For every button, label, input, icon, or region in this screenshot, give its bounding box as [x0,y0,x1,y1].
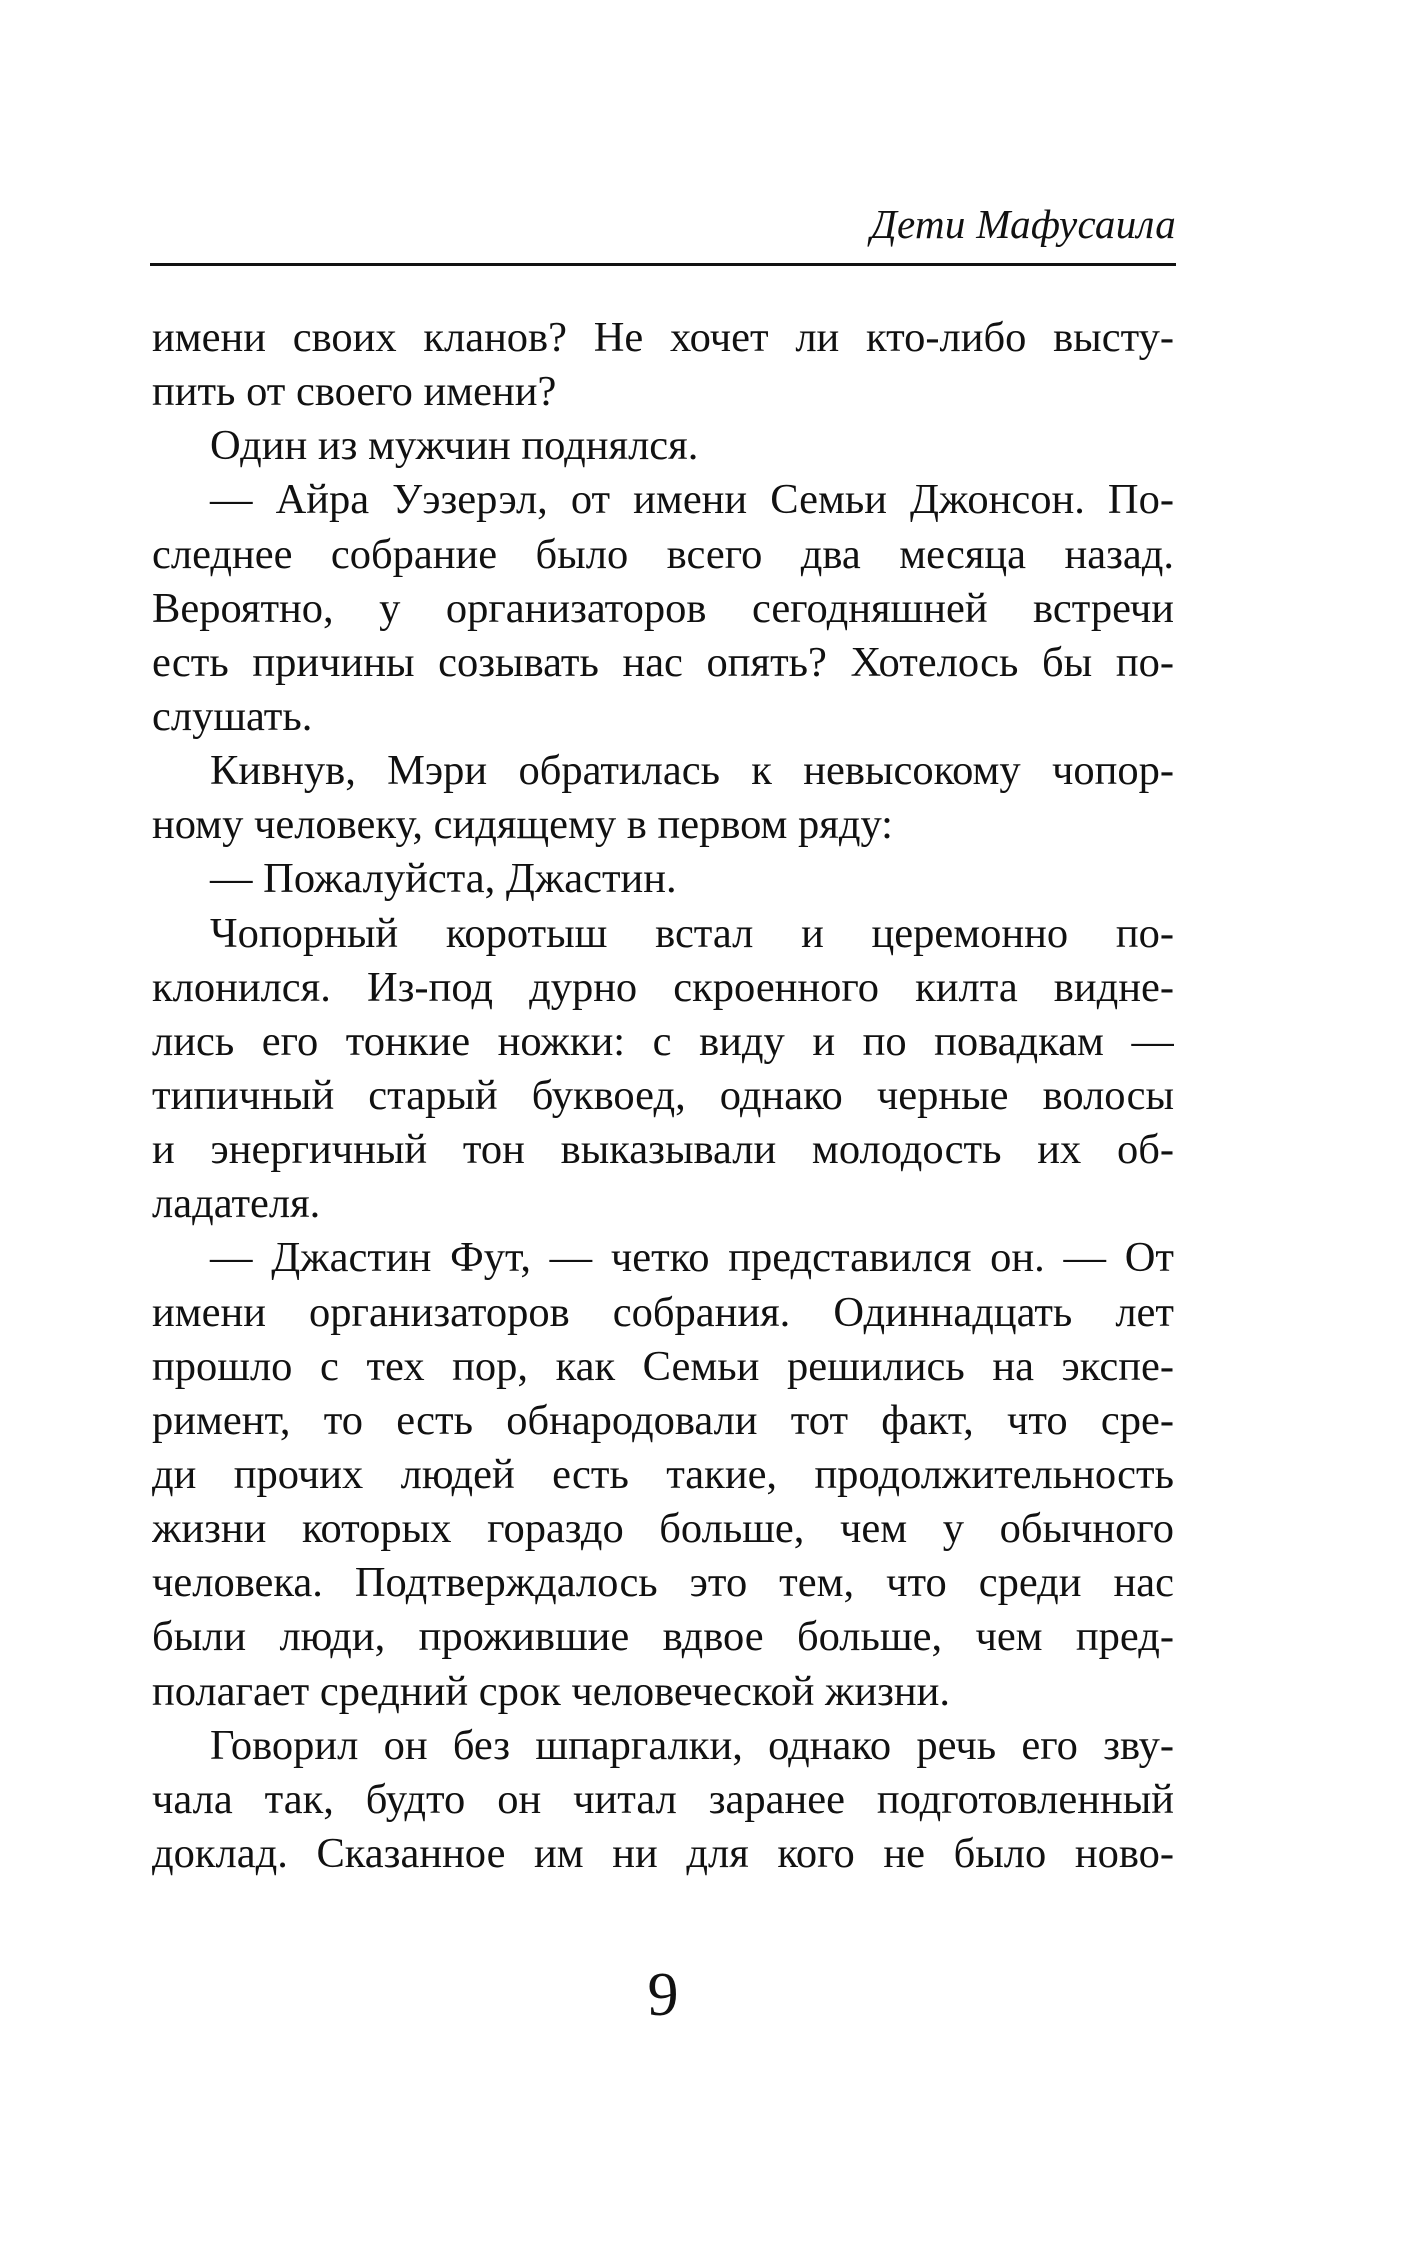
text-line: Вероятно, у организаторов сегодняшней встречи [152,584,1174,632]
page-number: 9 [647,1961,679,2029]
text-line: имени организаторов собрания. Одиннадцать лет [152,1288,1174,1336]
text-line: — Пожалуйста, Джастин. [210,855,677,903]
text-line: Один из мужчин поднялся. [210,422,699,470]
text-line: клонился. Из-под дурно скроенного килта видне- [152,963,1174,1011]
text-line: были люди, прожившие вдвое больше, чем пред- [152,1613,1174,1661]
text-line: типичный старый буквоед, однако черные волосы [152,1071,1174,1119]
text-line: жизни которых гораздо больше, чем у обычного [152,1505,1174,1553]
text-line: ди прочих людей есть такие, продолжительность [152,1450,1174,1498]
body-text [152,311,1174,1881]
text-line: следнее собрание было всего два месяца назад. [152,530,1174,578]
text-line: — Айра Уэзерэл, от имени Семьи Джонсон. По- [210,476,1174,524]
text-line: человека. Подтверждалось это тем, что среди нас [152,1559,1174,1607]
text-line: пить от своего имени? [152,368,557,416]
text-line: Кивнув, Мэри обратилась к невысокому чопор- [210,747,1174,795]
text-line: слушать. [152,692,313,740]
text-line: и энергичный тон выказывали молодость их об- [152,1126,1174,1174]
header-divider [150,263,1176,266]
text-line: Чопорный коротыш встал и церемонно по- [210,909,1174,957]
text-line: полагает средний срок человеческой жизни. [152,1667,950,1715]
text-line: лись его тонкие ножки: с виду и по повадкам — [152,1017,1174,1065]
text-line: прошло с тех пор, как Семьи решились на экспе- [152,1342,1174,1390]
text-line: доклад. Сказанное им ни для кого не было ново- [152,1829,1174,1877]
text-line: чала так, будто он читал заранее подготовленный [152,1775,1174,1823]
text-line: римент, то есть обнародовали тот факт, что сре- [152,1396,1174,1444]
text-line: — Джастин Фут, — четко представился он. — От [210,1234,1174,1282]
text-line: Говорил он без шпаргалки, однако речь его зву- [210,1721,1174,1769]
text-line: имени своих кланов? Не хочет ли кто-либо высту- [152,314,1174,361]
text-line: ному человеку, сидящему в первом ряду: [152,801,893,849]
running-head-title: Дети Мафусаила [870,201,1176,247]
text-line: есть причины созывать нас опять? Хотелось бы по- [152,638,1174,686]
text-line: ладателя. [152,1180,321,1228]
